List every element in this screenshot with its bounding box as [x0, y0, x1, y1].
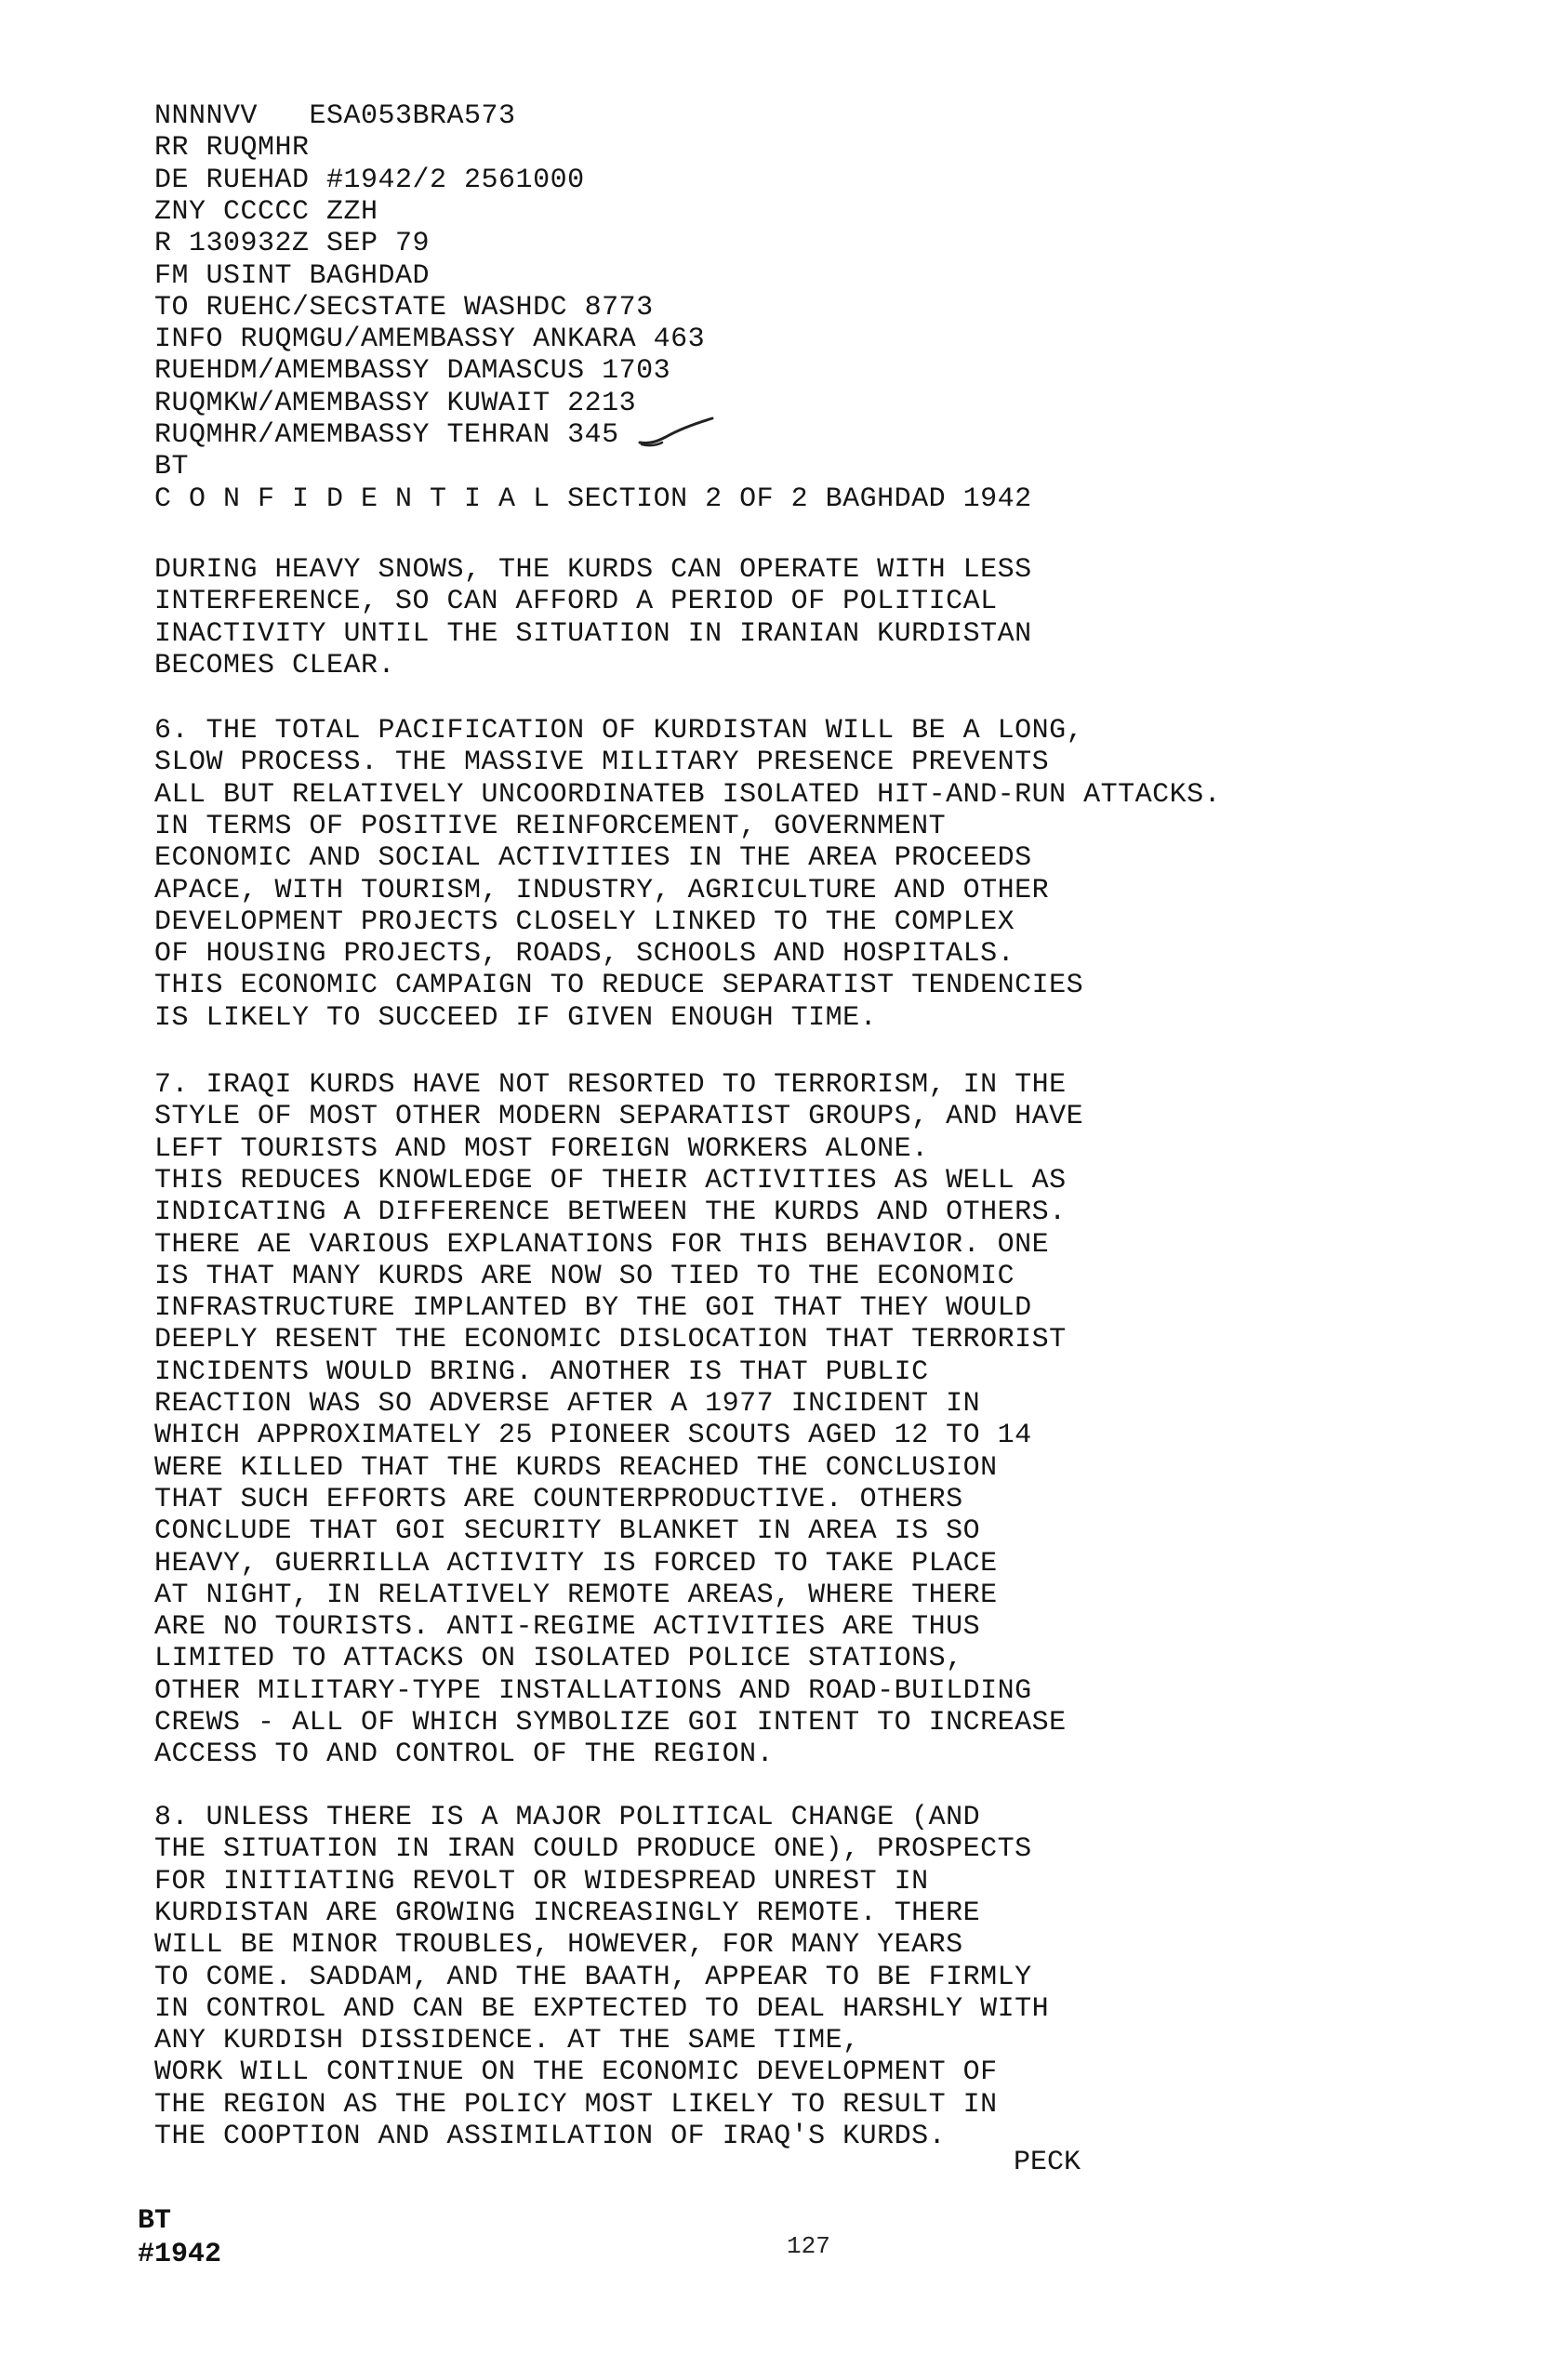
- paragraph-8-line: THE REGION AS THE POLICY MOST LIKELY TO RESULT IN: [154, 2088, 998, 2121]
- paragraph-8-line: TO COME. SADDAM, AND THE BAATH, APPEAR TO BE FIRMLY: [154, 1961, 1032, 1993]
- paragraph-7-line: THERE AE VARIOUS EXPLANATIONS FOR THIS BEHAVIOR. ONE: [154, 1228, 1050, 1261]
- header-line: RUQMHR/AMEMBASSY TEHRAN 345: [154, 419, 619, 451]
- paragraph-6-line: OF HOUSING PROJECTS, ROADS, SCHOOLS AND HOSPITALS.: [154, 938, 1015, 971]
- paragraph-intro-line: INTERFERENCE, SO CAN AFFORD A PERIOD OF POLITICAL: [154, 586, 998, 618]
- header-line: RUEHDM/AMEMBASSY DAMASCUS 1703: [154, 355, 671, 388]
- paragraph-7-line: WHICH APPROXIMATELY 25 PIONEER SCOUTS AGED 12 TO 14: [154, 1420, 1032, 1452]
- paragraph-8-line: THE COOPTION AND ASSIMILATION OF IRAQ'S KURDS.: [154, 2121, 947, 2152]
- page-number: 127: [787, 2232, 830, 2260]
- paragraph-7-line: CONCLUDE THAT GOI SECURITY BLANKET IN AREA IS SO: [154, 1515, 981, 1548]
- paragraph-7-line: REACTION WAS SO ADVERSE AFTER A 1977 INCIDENT IN: [154, 1388, 981, 1420]
- paragraph-8-line: ANY KURDISH DISSIDENCE. AT THE SAME TIME,: [154, 2025, 860, 2057]
- paragraph-7-line: LEFT TOURISTS AND MOST FOREIGN WORKERS ALONE.: [154, 1132, 929, 1165]
- paragraph-6-line: ECONOMIC AND SOCIAL ACTIVITIES IN THE AREA PROCEEDS: [154, 842, 1032, 875]
- paragraph-8-line: KURDISTAN ARE GROWING INCREASINGLY REMOTE. THERE: [154, 1897, 981, 1929]
- paragraph-7-line: AT NIGHT, IN RELATIVELY REMOTE AREAS, WHERE THERE: [154, 1579, 998, 1611]
- paragraph-7-line: INFRASTRUCTURE IMPLANTED BY THE GOI THAT THEY WOULD: [154, 1292, 1032, 1325]
- paragraph-7-line: INDICATING A DIFFERENCE BETWEEN THE KURDS AND OTHERS.: [154, 1197, 1067, 1229]
- paragraph-7-line: 7. IRAQI KURDS HAVE NOT RESORTED TO TERRORISM, IN THE: [154, 1069, 1067, 1101]
- paragraph-6-line: 6. THE TOTAL PACIFICATION OF KURDISTAN WILL BE A LONG,: [154, 715, 1084, 747]
- paragraph-intro-line: BECOMES CLEAR.: [154, 649, 396, 681]
- handwritten-check-mark: [638, 416, 714, 448]
- paragraph-7-line: THAT SUCH EFFORTS ARE COUNTERPRODUCTIVE. OTHERS: [154, 1483, 963, 1515]
- header-line: NNNNVV ESA053BRA573: [154, 100, 516, 132]
- paragraph-6-line: SLOW PROCESS. THE MASSIVE MILITARY PRESENCE PREVENTS: [154, 747, 1050, 779]
- paragraph-6-line: ALL BUT RELATIVELY UNCOORDINATEB ISOLATED HIT-AND-RUN ATTACKS.: [154, 778, 1222, 811]
- header-line: R 130932Z SEP 79: [154, 228, 431, 260]
- header-line: TO RUEHC/SECSTATE WASHDC 8773: [154, 291, 654, 324]
- header-line: FM USINT BAGHDAD: [154, 259, 431, 292]
- paragraph-8-line: IN CONTROL AND CAN BE EXPTECTED TO DEAL HARSHLY WITH: [154, 1992, 1050, 2025]
- paragraph-8-line: THE SITUATION IN IRAN COULD PRODUCE ONE), PROSPECTS: [154, 1833, 1032, 1866]
- header-line: BT: [154, 451, 190, 483]
- paragraph-7-line: STYLE OF MOST OTHER MODERN SEPARATIST GROUPS, AND HAVE: [154, 1101, 1084, 1133]
- paragraph-7-line: OTHER MILITARY-TYPE INSTALLATIONS AND ROAD-BUILDING: [154, 1674, 1032, 1707]
- paragraph-intro-line: INACTIVITY UNTIL THE SITUATION IN IRANIAN KURDISTAN: [154, 617, 1032, 650]
- paragraph-7-line: ARE NO TOURISTS. ANTI-REGIME ACTIVITIES ARE THUS: [154, 1611, 981, 1644]
- paragraph-7-line: INCIDENTS WOULD BRING. ANOTHER IS THAT PUBLIC: [154, 1355, 929, 1388]
- paragraph-7-line: HEAVY, GUERRILLA ACTIVITY IS FORCED TO TAKE PLACE: [154, 1547, 998, 1580]
- paragraph-intro-line: DURING HEAVY SNOWS, THE KURDS CAN OPERATE WITH LESS: [154, 554, 1032, 586]
- paragraph-7-line: LIMITED TO ATTACKS ON ISOLATED POLICE STATIONS,: [154, 1643, 963, 1675]
- header-line: RUQMKW/AMEMBASSY KUWAIT 2213: [154, 387, 637, 419]
- paragraph-6-line: THIS ECONOMIC CAMPAIGN TO REDUCE SEPARATIST TENDENCIES: [154, 970, 1084, 1002]
- paragraph-8-line: 8. UNLESS THERE IS A MAJOR POLITICAL CHANGE (AND: [154, 1802, 981, 1833]
- paragraph-7-line: THIS REDUCES KNOWLEDGE OF THEIR ACTIVITIES AS WELL AS: [154, 1164, 1067, 1197]
- paragraph-6-line: DEVELOPMENT PROJECTS CLOSELY LINKED TO THE COMPLEX: [154, 906, 1015, 938]
- footer-message-number: #1942: [138, 2239, 222, 2270]
- header-line: RR RUQMHR: [154, 132, 310, 165]
- header-line: ZNY CCCCC ZZH: [154, 195, 378, 228]
- paragraph-8-line: FOR INITIATING REVOLT OR WIDESPREAD UNREST IN: [154, 1865, 929, 1897]
- paragraph-7-line: ACCESS TO AND CONTROL OF THE REGION.: [154, 1739, 775, 1771]
- paragraph-7-line: IS THAT MANY KURDS ARE NOW SO TIED TO THE ECONOMIC: [154, 1260, 1015, 1292]
- header-line: DE RUEHAD #1942/2 2561000: [154, 164, 585, 196]
- paragraph-6-line: APACE, WITH TOURISM, INDUSTRY, AGRICULTURE AND OTHER: [154, 874, 1050, 906]
- paragraph-8-line: WORK WILL CONTINUE ON THE ECONOMIC DEVELOPMENT OF: [154, 2056, 998, 2089]
- header-line: INFO RUQMGU/AMEMBASSY ANKARA 463: [154, 324, 706, 356]
- paragraph-8-line: WILL BE MINOR TROUBLES, HOWEVER, FOR MANY YEARS: [154, 1929, 963, 1962]
- header-line: C O N F I D E N T I A L SECTION 2 OF 2 BAGHDAD 1942: [154, 483, 1032, 515]
- footer-bt: BT: [138, 2205, 172, 2237]
- paragraph-7-line: CREWS - ALL OF WHICH SYMBOLIZE GOI INTENT TO INCREASE: [154, 1707, 1067, 1739]
- paragraph-6-line: IS LIKELY TO SUCCEED IF GIVEN ENOUGH TIME.: [154, 1001, 878, 1034]
- paragraph-7-line: DEEPLY RESENT THE ECONOMIC DISLOCATION THAT TERRORIST: [154, 1324, 1067, 1356]
- paragraph-6-line: IN TERMS OF POSITIVE REINFORCEMENT, GOVERNMENT: [154, 810, 947, 842]
- signature-peck: PECK: [1014, 2147, 1081, 2178]
- paragraph-7-line: WERE KILLED THAT THE KURDS REACHED THE CONCLUSION: [154, 1451, 998, 1484]
